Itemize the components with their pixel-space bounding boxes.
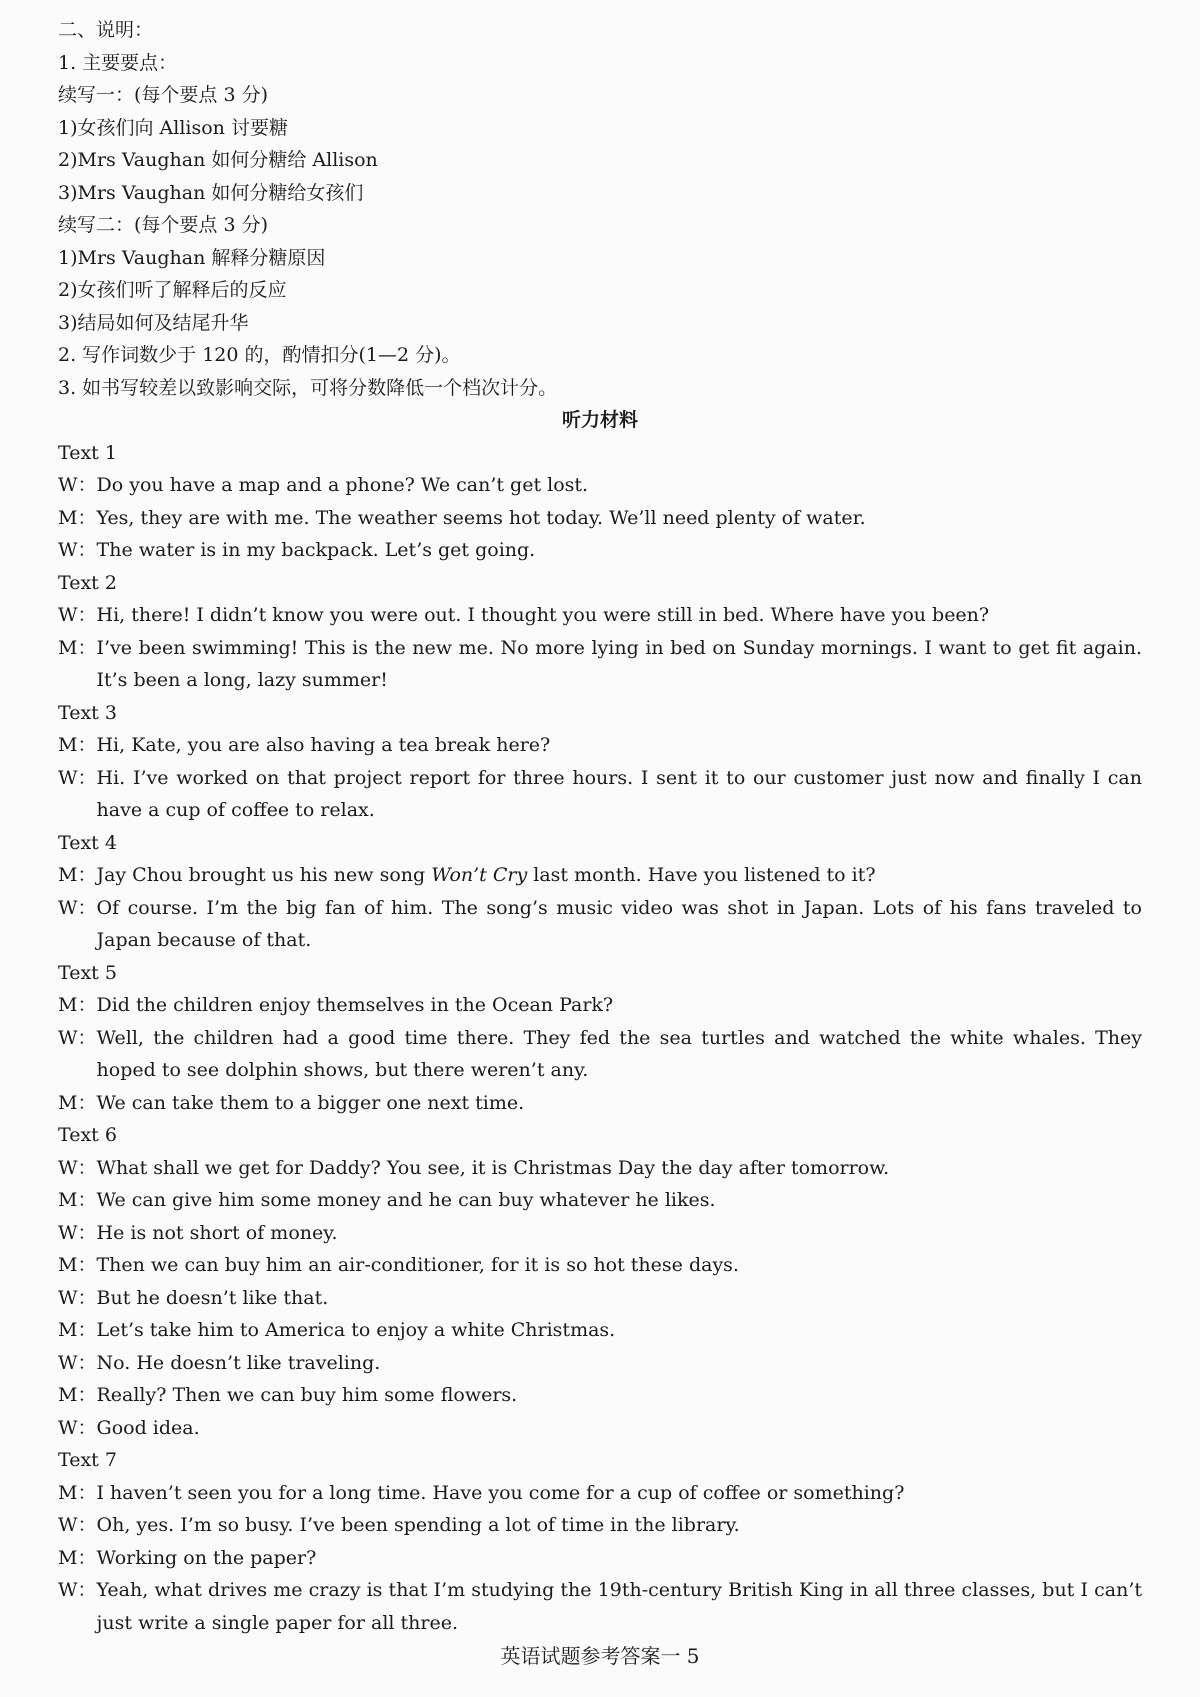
dialogue-turn xyxy=(58,1217,1142,1250)
utterance: Yeah, what drives me crazy is that I’m studying the 19th-century British King in all three classes, but I can’t just write a single paper for all three. xyxy=(96,1579,1142,1634)
dialogue-turn xyxy=(58,1477,1142,1510)
utterance: Hi, there! I didn’t know you were out. I thought you were still in bed. Where have you been? xyxy=(96,604,990,626)
speaker-label: W： xyxy=(58,1156,97,1179)
speaker-label: W： xyxy=(58,604,97,626)
speaker-label: W： xyxy=(58,539,97,561)
text-label: Text 3 xyxy=(58,701,117,724)
speaker-label: W： xyxy=(58,1514,97,1536)
part2-item: 1)Mrs Vaughan 解释分糖原因 xyxy=(58,246,326,269)
utterance: Do you have a map and a phone? We can’t get lost. xyxy=(96,474,589,496)
utterance: The water is in my backpack. Let’s get going. xyxy=(96,539,536,561)
utterance: Working on the paper? xyxy=(96,1546,317,1569)
utterance: Let’s take him to America to enjoy a white Christmas. xyxy=(96,1319,616,1341)
dialogue-turn xyxy=(58,1347,1142,1380)
utterance: I’ve been swimming! This is the new me. No more lying in bed on Sunday mornings. I want to get fit again. It’s been a long, lazy summer! xyxy=(96,636,1142,691)
utterance: No. He doesn’t like traveling. xyxy=(96,1351,381,1374)
part1-item: 1)女孩们向 Allison 讨要糖 xyxy=(58,116,288,139)
text-label: Text 2 xyxy=(58,571,117,594)
utterance: What shall we get for Daddy? You see, it is Christmas Day the day after tomorrow. xyxy=(96,1156,890,1179)
utterance: Then we can buy him an air-conditioner, for it is so hot these days. xyxy=(96,1254,739,1276)
utterance: Of course. I’m the big fan of him. The song’s music video was shot in Japan. Lots of his fans traveled to Japan because of that. xyxy=(96,896,1142,951)
notes-point-2: 2. 写作词数少于 120 的，酌情扣分(1—2 分)。 xyxy=(58,344,461,366)
utterance: Good idea. xyxy=(96,1416,200,1439)
speaker-label: W： xyxy=(58,766,97,789)
utterance: Well, the children had a good time there. They fed the sea turtles and watched the white whales. They hoped to see dolphin shows, but there weren’t any. xyxy=(96,1026,1142,1081)
speaker-label: M： xyxy=(58,994,97,1016)
dialogue-turn xyxy=(58,729,1142,762)
text-label: Text 1 xyxy=(58,441,117,464)
text-label: Text 5 xyxy=(58,961,117,984)
text-label: Text 4 xyxy=(58,831,117,854)
utterance: Hi, Kate, you are also having a tea break here? xyxy=(96,734,551,756)
speaker-label: W： xyxy=(58,1416,97,1439)
dialogue-turn xyxy=(58,762,1142,827)
part1-item: 3)Mrs Vaughan 如何分糖给女孩们 xyxy=(58,181,364,204)
dialogue-turn xyxy=(58,989,1142,1022)
dialogue-turn xyxy=(58,1184,1142,1217)
speaker-label: M： xyxy=(58,864,97,886)
text-label: Text 7 xyxy=(58,1449,117,1471)
dialogue-turn xyxy=(58,1542,1142,1575)
page-footer: 英语试题参考答案一 5 xyxy=(500,1644,700,1668)
dialogue-turn xyxy=(58,1282,1142,1315)
speaker-label: M： xyxy=(58,1481,97,1504)
dialogue-turn xyxy=(58,599,1142,632)
dialogue-turn xyxy=(58,859,1142,892)
speaker-label: W： xyxy=(58,1026,97,1049)
speaker-label: W： xyxy=(58,1286,97,1309)
song-title: Won’t Cry xyxy=(431,864,528,886)
speaker-label: M： xyxy=(58,506,97,529)
speaker-label: W： xyxy=(58,1579,97,1601)
listening-texts xyxy=(58,437,1142,1640)
part1-item: 2)Mrs Vaughan 如何分糖给 Allison xyxy=(58,149,378,171)
utterance: But he doesn’t like that. xyxy=(96,1286,329,1309)
part2-label: 续写二：(每个要点 3 分) xyxy=(58,214,268,236)
dialogue-turn xyxy=(58,534,1142,567)
speaker-label: W： xyxy=(58,474,97,496)
dialogue-turn xyxy=(58,502,1142,535)
dialogue-turn xyxy=(58,1087,1142,1120)
speaker-label: M： xyxy=(58,1189,97,1211)
section-title: 听力材料 xyxy=(561,409,638,431)
utterance: Yes, they are with me. The weather seems hot today. We’ll need plenty of water. xyxy=(96,506,866,529)
notes-heading: 二、说明： xyxy=(58,19,154,41)
utterance: Did the children enjoy themselves in the Ocean Park? xyxy=(96,994,614,1016)
dialogue-turn xyxy=(58,632,1142,697)
page-content xyxy=(58,14,1142,1639)
speaker-label: M： xyxy=(58,1319,97,1341)
utterance: He is not short of money. xyxy=(96,1221,338,1244)
speaker-label: M： xyxy=(58,1546,97,1569)
part2-item: 2)女孩们听了解释后的反应 xyxy=(58,279,287,301)
speaker-label: M： xyxy=(58,1254,97,1276)
utterance: We can give him some money and he can buy whatever he likes. xyxy=(96,1189,716,1211)
speaker-label: M： xyxy=(58,636,97,659)
dialogue-turn xyxy=(58,1314,1142,1347)
notes-point-3: 3. 如书写较差以致影响交际，可将分数降低一个档次计分。 xyxy=(58,376,558,399)
utterance: Jay Chou brought us his new song Won’t Cry last month. Have you listened to it? xyxy=(96,864,876,886)
part1-label: 续写一：(每个要点 3 分) xyxy=(58,84,268,106)
speaker-label: W： xyxy=(58,896,97,919)
dialogue-turn xyxy=(58,1022,1142,1087)
dialogue-turn xyxy=(58,1249,1142,1282)
utterance: We can take them to a bigger one next time. xyxy=(96,1091,525,1114)
speaker-label: M： xyxy=(58,1091,97,1114)
utterance: I haven’t seen you for a long time. Have you come for a cup of coffee or something? xyxy=(96,1481,905,1504)
dialogue-turn xyxy=(58,1509,1142,1542)
dialogue-turn xyxy=(58,1152,1142,1185)
speaker-label: M： xyxy=(58,1384,97,1406)
utterance: Hi. I’ve worked on that project report for three hours. I sent it to our customer just now and finally I can have a cup of coffee to relax. xyxy=(96,766,1142,821)
text-label: Text 6 xyxy=(58,1124,117,1146)
speaker-label: M： xyxy=(58,734,97,756)
dialogue-turn xyxy=(58,892,1142,957)
utterance: Oh, yes. I’m so busy. I’ve been spending a lot of time in the library. xyxy=(96,1514,740,1536)
speaker-label: W： xyxy=(58,1221,97,1244)
part2-item: 3)结局如何及结尾升华 xyxy=(58,311,249,334)
dialogue-turn xyxy=(58,469,1142,502)
dialogue-turn xyxy=(58,1412,1142,1445)
dialogue-turn xyxy=(58,1574,1142,1639)
speaker-label: W： xyxy=(58,1351,97,1374)
utterance: Really? Then we can buy him some flowers. xyxy=(96,1384,518,1406)
dialogue-turn xyxy=(58,1379,1142,1412)
notes-point-1: 1. 主要要点： xyxy=(58,51,178,74)
